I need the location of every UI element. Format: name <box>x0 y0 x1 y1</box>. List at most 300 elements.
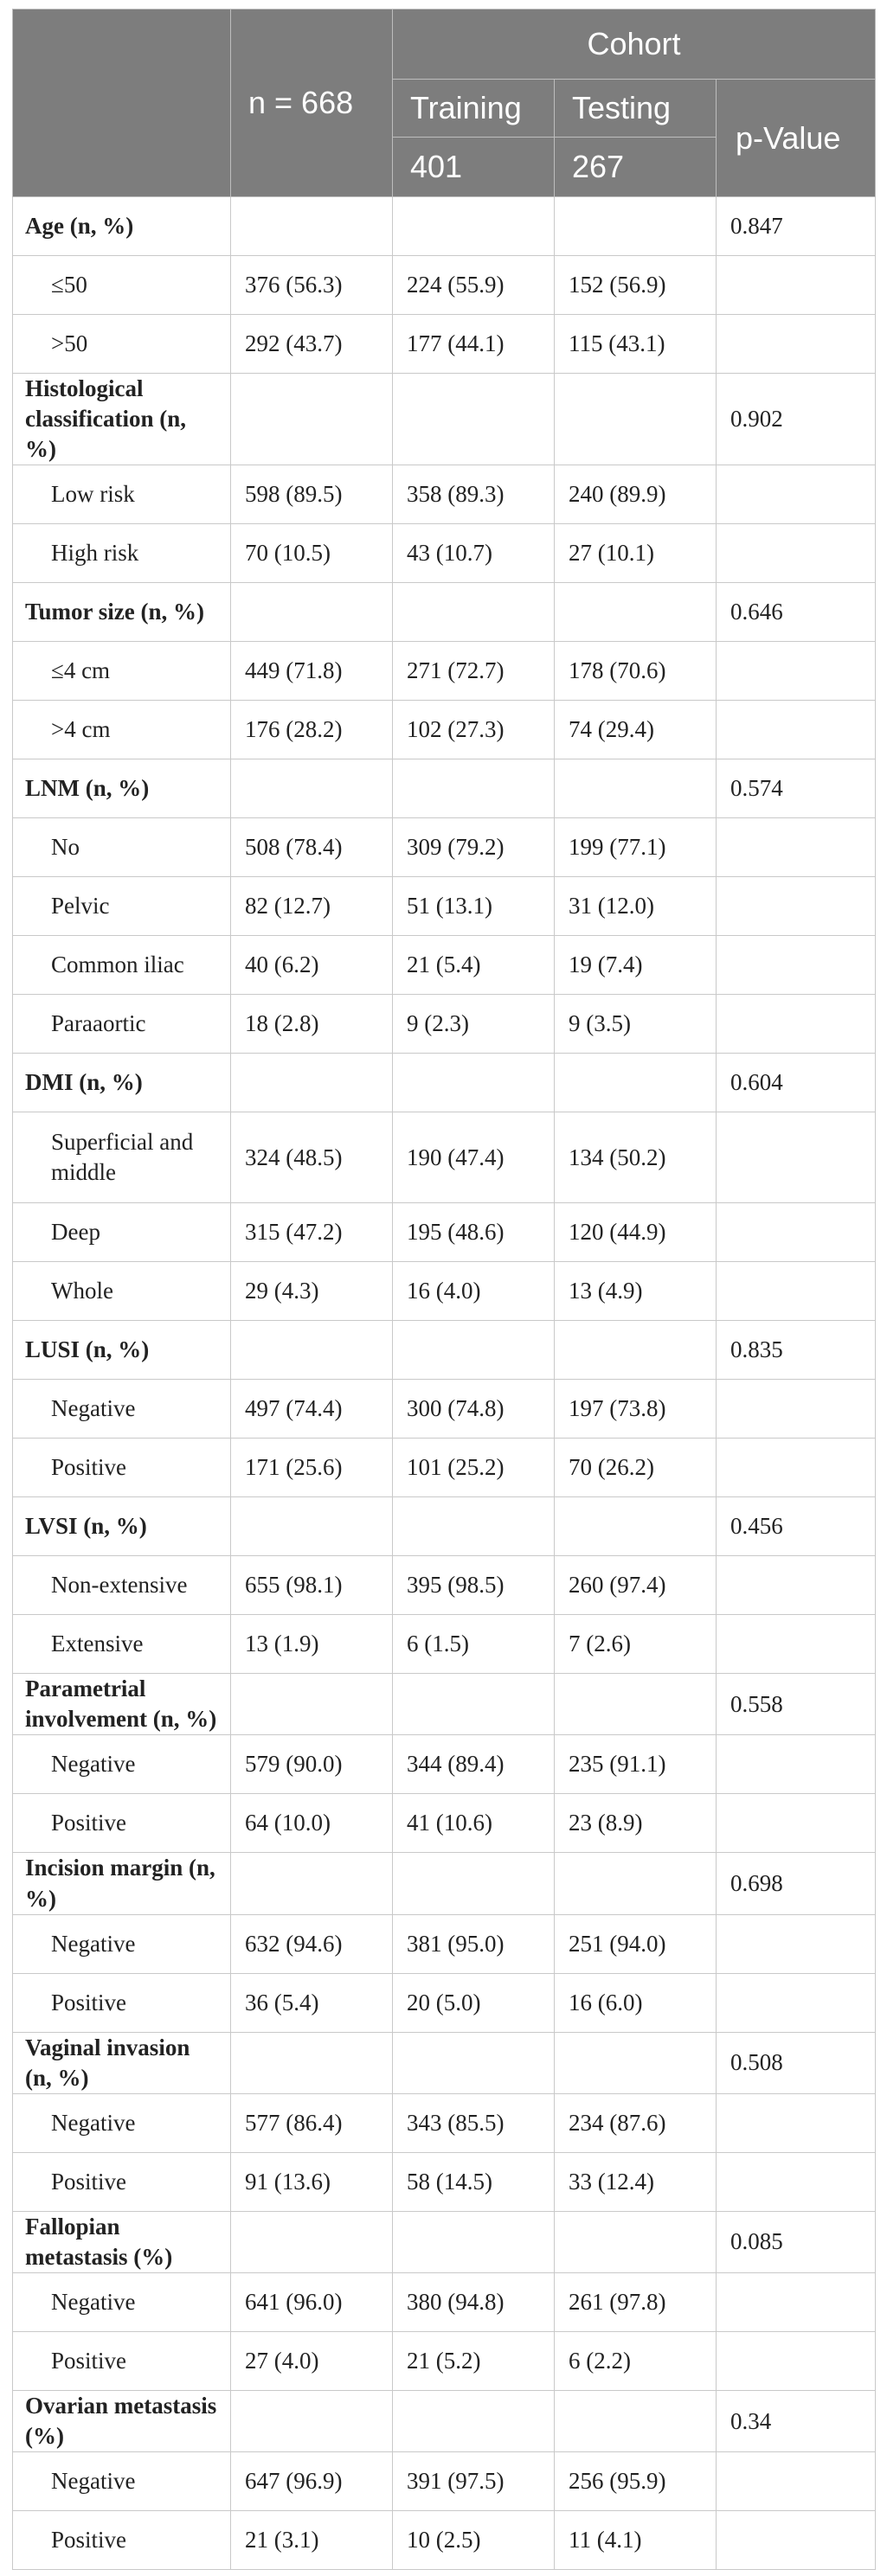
training-cell <box>393 1262 555 1321</box>
row-label-text: Fallopian metastasis (%) <box>25 2213 173 2270</box>
row-label-text: LUSI (n, %) <box>25 1336 150 1363</box>
row-label-text: LNM (n, %) <box>25 775 150 802</box>
header-total-n: n = 668 <box>231 10 393 197</box>
pvalue-cell <box>717 524 876 583</box>
total-cell-text: 40 (6.2) <box>245 952 319 978</box>
pvalue-cell <box>717 2152 876 2211</box>
pvalue-cell <box>717 759 876 818</box>
testing-cell-text: 178 (70.6) <box>569 657 666 684</box>
training-cell <box>393 1674 555 1735</box>
table-row <box>13 1262 876 1321</box>
training-cell-text: 309 (79.2) <box>407 834 505 861</box>
testing-cell <box>555 583 717 642</box>
pvalue-cell <box>717 374 876 465</box>
row-label <box>13 2511 231 2570</box>
testing-cell-text: 74 (29.4) <box>569 716 654 743</box>
row-label <box>13 1914 231 1973</box>
total-cell <box>231 2211 393 2272</box>
total-cell-text: 27 (4.0) <box>245 2347 319 2374</box>
testing-cell <box>555 2211 717 2272</box>
pvalue-cell <box>717 1556 876 1615</box>
row-label-text: >4 cm <box>51 716 111 743</box>
table-row <box>13 1112 876 1203</box>
training-cell-text: 21 (5.2) <box>407 2347 481 2374</box>
row-label-text: Common iliac <box>51 952 184 978</box>
pvalue-cell-text: 0.508 <box>730 2049 783 2076</box>
section-row <box>13 197 876 256</box>
total-cell-text: 497 (74.4) <box>245 1395 343 1422</box>
row-label <box>13 1203 231 1262</box>
row-label-text: Parametrial involvement (n, %) <box>25 1676 217 1733</box>
table-row <box>13 1615 876 1674</box>
pvalue-cell-text: 0.604 <box>730 1069 783 1096</box>
table-row <box>13 1973 876 2032</box>
testing-cell-text: 197 (73.8) <box>569 1395 666 1422</box>
testing-cell <box>555 1853 717 1914</box>
row-label <box>13 759 231 818</box>
table-row <box>13 701 876 759</box>
total-cell-text: 18 (2.8) <box>245 1010 319 1037</box>
training-cell-text: 51 (13.1) <box>407 893 492 920</box>
testing-cell-text: 134 (50.2) <box>569 1144 666 1170</box>
training-cell <box>393 1112 555 1203</box>
pvalue-cell <box>717 995 876 1054</box>
testing-cell-text: 7 (2.6) <box>569 1631 631 1657</box>
pvalue-cell <box>717 1914 876 1973</box>
training-cell <box>393 1380 555 1439</box>
training-cell-text: 102 (27.3) <box>407 716 505 743</box>
pvalue-cell <box>717 2511 876 2570</box>
row-label-text: Negative <box>51 1751 136 1778</box>
testing-cell <box>555 524 717 583</box>
pvalue-cell <box>717 1615 876 1674</box>
table-row <box>13 2152 876 2211</box>
testing-cell-text: 199 (77.1) <box>569 834 666 861</box>
pvalue-cell <box>717 2032 876 2093</box>
total-cell <box>231 1735 393 1794</box>
header-pvalue: p-Value <box>717 80 876 197</box>
section-row <box>13 2032 876 2093</box>
training-cell <box>393 1556 555 1615</box>
training-cell <box>393 583 555 642</box>
total-cell-text: 508 (78.4) <box>245 834 343 861</box>
total-cell-text: 91 (13.6) <box>245 2168 331 2195</box>
testing-cell-text: 9 (3.5) <box>569 1010 631 1037</box>
testing-cell-text: 234 (87.6) <box>569 2109 666 2136</box>
total-cell <box>231 2093 393 2152</box>
total-cell <box>231 1203 393 1262</box>
row-label-text: Positive <box>51 1810 127 1836</box>
table-row <box>13 1794 876 1853</box>
testing-cell <box>555 1973 717 2032</box>
total-cell <box>231 1973 393 2032</box>
total-cell-text: 36 (5.4) <box>245 1989 319 2015</box>
total-cell <box>231 2452 393 2511</box>
row-label <box>13 2211 231 2272</box>
testing-cell <box>555 1112 717 1203</box>
total-cell-text: 171 (25.6) <box>245 1454 343 1481</box>
testing-cell <box>555 642 717 701</box>
testing-cell <box>555 759 717 818</box>
training-cell-text: 195 (48.6) <box>407 1219 505 1246</box>
testing-cell <box>555 1321 717 1380</box>
training-cell <box>393 256 555 315</box>
row-label-text: Age (n, %) <box>25 212 134 239</box>
table-row <box>13 1380 876 1439</box>
training-cell-text: 21 (5.4) <box>407 952 481 978</box>
testing-cell <box>555 2273 717 2332</box>
row-label <box>13 2093 231 2152</box>
training-cell <box>393 701 555 759</box>
testing-cell <box>555 1054 717 1112</box>
training-cell <box>393 1735 555 1794</box>
row-label <box>13 818 231 877</box>
testing-cell-text: 16 (6.0) <box>569 1989 643 2015</box>
training-cell-text: 190 (47.4) <box>407 1144 505 1170</box>
training-cell-text: 10 (2.5) <box>407 2527 481 2554</box>
training-cell-text: 358 (89.3) <box>407 481 505 508</box>
testing-cell <box>555 2032 717 2093</box>
pvalue-cell <box>717 197 876 256</box>
table-row <box>13 2332 876 2391</box>
table-row <box>13 1735 876 1794</box>
training-cell <box>393 2093 555 2152</box>
total-cell <box>231 1853 393 1914</box>
section-row <box>13 1853 876 1914</box>
testing-cell <box>555 1914 717 1973</box>
total-cell <box>231 818 393 877</box>
total-cell <box>231 465 393 524</box>
testing-cell-text: 23 (8.9) <box>569 1810 643 1836</box>
row-label <box>13 1735 231 1794</box>
pvalue-cell <box>717 1674 876 1735</box>
training-cell <box>393 1794 555 1853</box>
row-label <box>13 2152 231 2211</box>
testing-cell-text: 19 (7.4) <box>569 952 643 978</box>
pvalue-cell-text: 0.698 <box>730 1870 783 1897</box>
testing-cell-text: 70 (26.2) <box>569 1454 654 1481</box>
header-empty-cell <box>13 10 231 197</box>
testing-cell <box>555 256 717 315</box>
total-cell <box>231 583 393 642</box>
row-label <box>13 1112 231 1203</box>
testing-cell <box>555 1203 717 1262</box>
testing-cell <box>555 1262 717 1321</box>
testing-cell-text: 6 (2.2) <box>569 2347 631 2374</box>
testing-cell-text: 251 (94.0) <box>569 1930 666 1957</box>
testing-cell <box>555 1794 717 1853</box>
testing-cell <box>555 465 717 524</box>
training-cell <box>393 1853 555 1914</box>
row-label-text: High risk <box>51 540 139 567</box>
total-cell-text: 324 (48.5) <box>245 1144 343 1170</box>
testing-cell <box>555 2332 717 2391</box>
testing-cell <box>555 2093 717 2152</box>
testing-cell <box>555 701 717 759</box>
row-label <box>13 1794 231 1853</box>
training-cell <box>393 374 555 465</box>
total-cell <box>231 1794 393 1853</box>
section-row <box>13 759 876 818</box>
training-cell-text: 41 (10.6) <box>407 1810 492 1836</box>
pvalue-cell <box>717 1380 876 1439</box>
row-label-text: Positive <box>51 1989 127 2015</box>
training-cell <box>393 1321 555 1380</box>
total-cell-text: 176 (28.2) <box>245 716 343 743</box>
total-cell <box>231 1914 393 1973</box>
row-label <box>13 256 231 315</box>
pvalue-cell <box>717 1112 876 1203</box>
row-label-text: Superficial and middle <box>51 1129 194 1186</box>
table-row <box>13 1439 876 1497</box>
section-row <box>13 2391 876 2452</box>
table-row <box>13 877 876 936</box>
section-row <box>13 1497 876 1556</box>
row-label-text: Low risk <box>51 481 135 508</box>
row-label <box>13 701 231 759</box>
training-cell <box>393 1497 555 1556</box>
row-label <box>13 2273 231 2332</box>
row-label <box>13 374 231 465</box>
row-label-text: Positive <box>51 2347 127 2374</box>
testing-cell <box>555 2152 717 2211</box>
header-training-n: 401 <box>393 138 555 197</box>
row-label-text: Pelvic <box>51 893 110 920</box>
training-cell <box>393 818 555 877</box>
row-label-text: Paraaortic <box>51 1010 146 1037</box>
pvalue-cell-text: 0.34 <box>730 2407 772 2434</box>
section-row <box>13 1674 876 1735</box>
testing-cell-text: 115 (43.1) <box>569 330 665 356</box>
table-row <box>13 2452 876 2511</box>
section-row <box>13 1054 876 1112</box>
training-cell <box>393 465 555 524</box>
table-row <box>13 2511 876 2570</box>
training-cell-text: 177 (44.1) <box>407 330 505 356</box>
total-cell <box>231 256 393 315</box>
training-cell-text: 224 (55.9) <box>407 271 505 298</box>
training-cell <box>393 1203 555 1262</box>
pvalue-cell <box>717 2332 876 2391</box>
row-label-text: Incision margin (n, %) <box>25 1855 215 1912</box>
row-label <box>13 1321 231 1380</box>
total-cell-text: 641 (96.0) <box>245 2288 343 2315</box>
training-cell-text: 271 (72.7) <box>407 657 505 684</box>
total-cell-text: 13 (1.9) <box>245 1631 319 1657</box>
row-label <box>13 197 231 256</box>
row-label-text: Positive <box>51 2527 127 2554</box>
row-label-text: Non-extensive <box>51 1572 188 1599</box>
total-cell <box>231 1674 393 1735</box>
pvalue-cell <box>717 2452 876 2511</box>
testing-cell <box>555 2452 717 2511</box>
table-row <box>13 1914 876 1973</box>
row-label-text: Negative <box>51 1930 136 1957</box>
training-cell-text: 6 (1.5) <box>407 1631 469 1657</box>
training-cell <box>393 1615 555 1674</box>
row-label <box>13 1380 231 1439</box>
training-cell <box>393 936 555 995</box>
table-row <box>13 2273 876 2332</box>
testing-cell <box>555 1615 717 1674</box>
training-cell-text: 343 (85.5) <box>407 2109 505 2136</box>
total-cell-text: 449 (71.8) <box>245 657 343 684</box>
row-label-text: >50 <box>51 330 88 356</box>
pvalue-cell <box>717 2093 876 2152</box>
testing-cell-text: 120 (44.9) <box>569 1219 666 1246</box>
testing-cell-text: 256 (95.9) <box>569 2468 666 2495</box>
section-row <box>13 1321 876 1380</box>
training-cell <box>393 2452 555 2511</box>
testing-cell <box>555 1556 717 1615</box>
row-label <box>13 2391 231 2452</box>
table-row <box>13 465 876 524</box>
row-label-text: Positive <box>51 2168 127 2195</box>
total-cell-text: 655 (98.1) <box>245 1572 343 1599</box>
header-training: Training <box>393 80 555 138</box>
testing-cell-text: 33 (12.4) <box>569 2168 654 2195</box>
total-cell-text: 70 (10.5) <box>245 540 331 567</box>
testing-cell-text: 260 (97.4) <box>569 1572 666 1599</box>
testing-cell <box>555 315 717 374</box>
pvalue-cell-text: 0.835 <box>730 1336 783 1363</box>
pvalue-cell <box>717 315 876 374</box>
training-cell-text: 300 (74.8) <box>407 1395 505 1422</box>
training-cell-text: 58 (14.5) <box>407 2168 492 2195</box>
training-cell <box>393 1973 555 2032</box>
table-row <box>13 1203 876 1262</box>
section-row <box>13 583 876 642</box>
row-label-text: Negative <box>51 2468 136 2495</box>
header-testing: Testing <box>555 80 717 138</box>
pvalue-cell <box>717 642 876 701</box>
table-row <box>13 995 876 1054</box>
pvalue-cell <box>717 1321 876 1380</box>
pvalue-cell <box>717 1794 876 1853</box>
total-cell <box>231 877 393 936</box>
total-cell-text: 579 (90.0) <box>245 1751 343 1778</box>
table-row <box>13 315 876 374</box>
pvalue-cell <box>717 1262 876 1321</box>
row-label-text: DMI (n, %) <box>25 1069 143 1096</box>
total-cell <box>231 2332 393 2391</box>
total-cell-text: 598 (89.5) <box>245 481 343 508</box>
pvalue-cell-text: 0.847 <box>730 212 783 239</box>
training-cell <box>393 759 555 818</box>
total-cell-text: 64 (10.0) <box>245 1810 331 1836</box>
training-cell-text: 381 (95.0) <box>407 1930 505 1957</box>
pvalue-cell <box>717 1853 876 1914</box>
training-cell <box>393 2332 555 2391</box>
total-cell <box>231 2152 393 2211</box>
training-cell-text: 20 (5.0) <box>407 1989 481 2015</box>
training-cell-text: 43 (10.7) <box>407 540 492 567</box>
row-label-text: Positive <box>51 1454 127 1481</box>
pvalue-cell <box>717 1497 876 1556</box>
pvalue-cell <box>717 583 876 642</box>
training-cell <box>393 1914 555 1973</box>
total-cell <box>231 2391 393 2452</box>
total-cell-text: 292 (43.7) <box>245 330 343 356</box>
testing-cell <box>555 1497 717 1556</box>
row-label <box>13 877 231 936</box>
training-cell-text: 391 (97.5) <box>407 2468 505 2495</box>
row-label <box>13 1853 231 1914</box>
row-label <box>13 1054 231 1112</box>
table-row <box>13 256 876 315</box>
total-cell-text: 577 (86.4) <box>245 2109 343 2136</box>
total-cell <box>231 1380 393 1439</box>
testing-cell-text: 152 (56.9) <box>569 271 666 298</box>
training-cell <box>393 1054 555 1112</box>
table-row <box>13 524 876 583</box>
row-label <box>13 465 231 524</box>
testing-cell <box>555 2511 717 2570</box>
pvalue-cell <box>717 256 876 315</box>
pvalue-cell <box>717 465 876 524</box>
training-cell <box>393 315 555 374</box>
pvalue-cell <box>717 1203 876 1262</box>
total-cell <box>231 1054 393 1112</box>
pvalue-cell <box>717 818 876 877</box>
testing-cell <box>555 197 717 256</box>
testing-cell <box>555 1735 717 1794</box>
pvalue-cell <box>717 1439 876 1497</box>
training-cell <box>393 2211 555 2272</box>
row-label <box>13 1262 231 1321</box>
row-label <box>13 1615 231 1674</box>
training-cell <box>393 2273 555 2332</box>
row-label-text: ≤4 cm <box>51 657 111 684</box>
training-cell-text: 16 (4.0) <box>407 1278 481 1304</box>
training-cell-text: 380 (94.8) <box>407 2288 505 2315</box>
testing-cell <box>555 374 717 465</box>
pvalue-cell <box>717 2273 876 2332</box>
training-cell <box>393 524 555 583</box>
row-label <box>13 995 231 1054</box>
total-cell <box>231 2511 393 2570</box>
total-cell <box>231 759 393 818</box>
training-cell <box>393 642 555 701</box>
testing-cell-text: 11 (4.1) <box>569 2527 642 2554</box>
total-cell <box>231 2273 393 2332</box>
header-testing-n: 267 <box>555 138 717 197</box>
row-label-text: Histological classification (n, %) <box>25 375 186 463</box>
table-row <box>13 818 876 877</box>
total-cell-text: 647 (96.9) <box>245 2468 343 2495</box>
testing-cell-text: 27 (10.1) <box>569 540 654 567</box>
table-body <box>13 197 876 2570</box>
total-cell-text: 21 (3.1) <box>245 2527 319 2554</box>
total-cell <box>231 1262 393 1321</box>
row-label <box>13 936 231 995</box>
row-label-text: No <box>51 834 80 861</box>
cohort-characteristics-table <box>12 9 876 2570</box>
row-label-text: Tumor size (n, %) <box>25 599 205 625</box>
table-row <box>13 936 876 995</box>
pvalue-cell <box>717 2391 876 2452</box>
row-label-text: Vaginal invasion (n, %) <box>25 2034 190 2091</box>
testing-cell-text: 261 (97.8) <box>569 2288 666 2315</box>
training-cell <box>393 2152 555 2211</box>
table-row <box>13 2093 876 2152</box>
training-cell-text: 344 (89.4) <box>407 1751 505 1778</box>
pvalue-cell <box>717 1973 876 2032</box>
pvalue-cell-text: 0.902 <box>730 406 783 433</box>
row-label <box>13 2452 231 2511</box>
training-cell <box>393 2391 555 2452</box>
training-cell <box>393 1439 555 1497</box>
